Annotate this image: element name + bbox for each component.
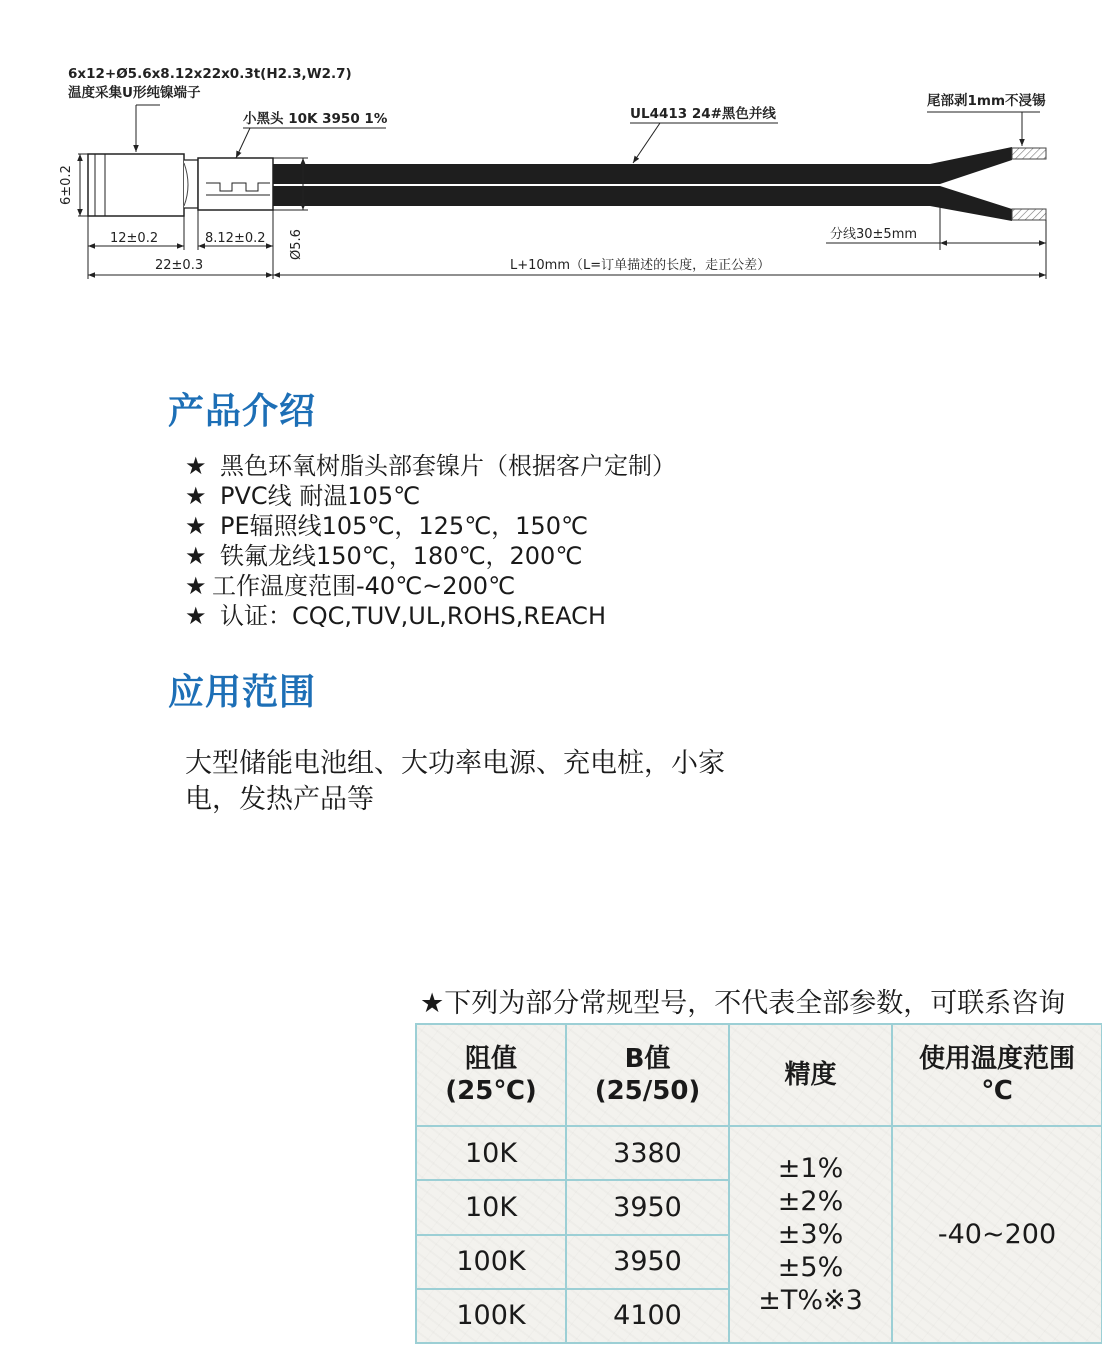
cell-temp-range: -40~200 — [892, 1126, 1102, 1343]
cell-resistance: 100K — [416, 1235, 566, 1289]
feature-list — [185, 451, 676, 631]
cell-b-value: 3380 — [566, 1126, 729, 1180]
cell-resistance: 10K — [416, 1126, 566, 1180]
technical-drawing — [0, 0, 1102, 300]
header-b-value: B值 (25/50) — [566, 1024, 729, 1126]
head-leader — [236, 128, 250, 158]
feature-text: 工作温度范围-40℃~200℃ — [212, 572, 516, 600]
terminal-body — [88, 154, 198, 216]
star-icon: ★ — [185, 542, 207, 570]
header-accuracy: 精度 — [729, 1024, 892, 1126]
feature-text: 铁氟龙线150℃，180℃，200℃ — [220, 542, 583, 570]
spec-table — [415, 1023, 1102, 1344]
dim-length-label: L+10mm（L=订单描述的长度，走正公差） — [510, 258, 771, 273]
wire-leader — [633, 123, 660, 163]
star-icon: ★ — [185, 602, 207, 630]
dim-diameter-label: Ø5.6 — [289, 229, 304, 260]
cell-accuracy: ±1% ±2% ±3% ±5% ±T%※3 — [729, 1126, 892, 1343]
wire-tip-bottom — [1012, 209, 1046, 220]
feature-text: PE辐照线105℃，125℃，150℃ — [220, 512, 588, 540]
feature-text: 认证：CQC,TUV,UL,ROHS,REACH — [220, 602, 606, 630]
header-temp-range: 使用温度范围 ℃ — [892, 1024, 1102, 1126]
cell-b-value: 3950 — [566, 1180, 729, 1234]
feature-item — [185, 451, 676, 481]
intro-heading: 产品介绍 — [168, 391, 317, 432]
feature-item — [185, 541, 676, 571]
table-header-row — [416, 1024, 1102, 1126]
cell-resistance: 10K — [416, 1180, 566, 1234]
head-label: 小黑头 10K 3950 1% — [243, 111, 388, 127]
cell-b-value: 3950 — [566, 1235, 729, 1289]
star-icon: ★ — [185, 482, 207, 510]
dim-head-label: 8.12±0.2 — [205, 231, 266, 246]
feature-text: PVC线 耐温105℃ — [220, 482, 421, 510]
table-caption: ★下列为部分常规型号，不代表全部参数，可联系咨询 — [420, 988, 1066, 1019]
dim-split-label: 分线30±5mm — [830, 227, 918, 242]
sensor-head — [198, 158, 273, 210]
part-spec-line2: 温度采集U形纯镍端子 — [68, 85, 201, 101]
feature-item — [185, 511, 676, 541]
feature-item — [185, 481, 676, 511]
dim-height — [78, 154, 88, 216]
dim-total-head-label: 22±0.3 — [155, 258, 204, 273]
application-text: 大型储能电池组、大功率电源、充电桩，小家电，发热产品等 — [185, 748, 725, 815]
dim-height-label: 6±0.2 — [59, 165, 74, 205]
wire-tip-top — [1012, 148, 1046, 159]
feature-item — [185, 571, 676, 601]
part-spec-line1: 6x12+Ø5.6x8.12x22x0.3t(H2.3,W2.7) — [68, 66, 352, 82]
cell-resistance: 100K — [416, 1289, 566, 1343]
header-resistance: 阻值 (25℃) — [416, 1024, 566, 1126]
star-icon: ★ — [185, 572, 207, 600]
wire-label: UL4413 24#黑色并线 — [630, 106, 776, 122]
star-icon: ★ — [185, 512, 207, 540]
star-icon: ★ — [185, 452, 207, 480]
feature-item — [185, 601, 676, 631]
table-row — [416, 1126, 1102, 1180]
application-heading: 应用范围 — [168, 672, 317, 713]
feature-text: 黑色环氧树脂头部套镍片（根据客户定制） — [220, 452, 676, 480]
wire-pair — [273, 147, 1046, 221]
cell-b-value: 4100 — [566, 1289, 729, 1343]
tail-label: 尾部剥1mm不浸锡 — [927, 93, 1046, 109]
dim-terminal-label: 12±0.2 — [110, 231, 159, 246]
